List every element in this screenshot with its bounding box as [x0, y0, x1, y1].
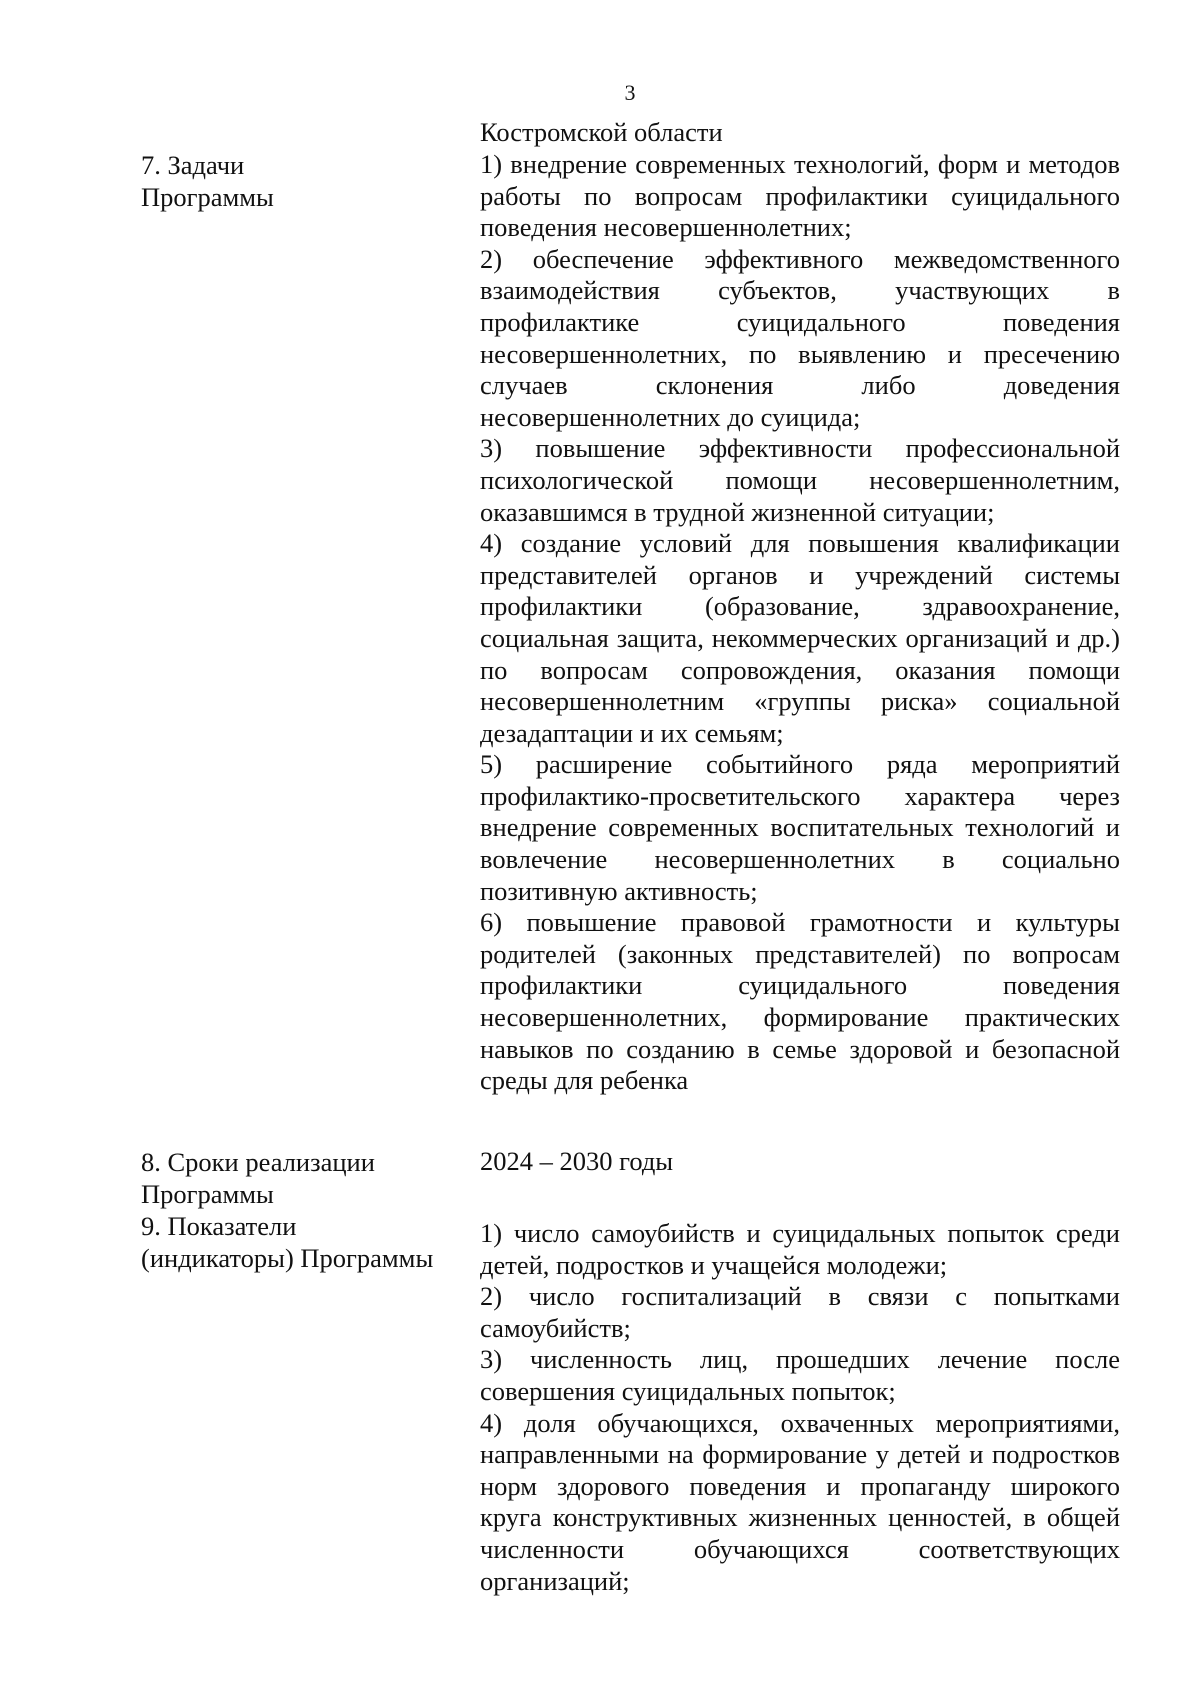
section-tasks-items — [480, 149, 1120, 1097]
indicator-item-2: 2) число госпитализаций в связи с попытками самоубийств; — [480, 1281, 1120, 1343]
indicator-item-3: 3) численность лиц, прошедших лечение после совершения суицидальных попыток; — [480, 1344, 1120, 1406]
continuation-line: Костромской области — [480, 117, 723, 147]
section-indicators-label-line-1: 9. Показатели — [141, 1211, 297, 1241]
task-item-1: 1) внедрение современных технологий, форм и методов работы по вопросам профилактики суицидального поведения несовершеннолетних; — [480, 149, 1120, 243]
indicator-item-4: 4) доля обучающихся, охваченных мероприятиями, направленными на формирование у детей и подростков норм здорового поведения и пропаганду широкого круга конструктивных жизненных ценностей, в общей численности обучающихся соответствующих организаций; — [480, 1407, 1120, 1596]
continuation-text — [480, 117, 1120, 149]
section-tasks-label-line-2: Программы — [141, 182, 274, 212]
task-item-5: 5) расширение событийного ряда мероприятий профилактико-просветительского характера через внедрение современных воспитательных технологий и вовлечение несовершеннолетних в социально позитивную активность; — [480, 749, 1120, 906]
section-tasks-label-line-1: 7. Задачи — [141, 150, 245, 180]
task-item-3: 3) повышение эффективности профессиональной психологической помощи несовершеннолетним, оказавшимся в трудной жизненной ситуации; — [480, 433, 1120, 527]
task-item-4: 4) создание условий для повышения квалификации представителей органов и учреждений системы профилактики (образование, здравоохранение, социальная защита, некоммерческих организаций и др.) по вопросам сопровождения, оказания помощи несовершеннолетним «группы риска» социальной дезадаптации и их семьям; — [480, 528, 1120, 748]
section-timeline-label-right: реализации — [245, 1147, 375, 1177]
section-timeline-label-line-2: Программы — [141, 1179, 274, 1209]
section-indicators-items — [480, 1218, 1120, 1597]
section-indicators-label-line-2: (индикаторы) Программы — [141, 1243, 434, 1273]
section-tasks-label — [141, 149, 461, 213]
page-number: 3 — [624, 80, 636, 105]
section-timeline-value — [480, 1146, 1120, 1178]
section-timeline-label — [141, 1146, 461, 1210]
task-item-2: 2) обеспечение эффективного межведомственного взаимодействия субъектов, участвующих в профилактике суицидального поведения несовершеннолетних, по выявлению и пресечению случаев склонения либо доведения несовершеннолетних до суицида; — [480, 243, 1120, 432]
timeline-value: 2024 – 2030 годы — [480, 1146, 674, 1176]
section-timeline-label-left: 8. Сроки — [141, 1147, 239, 1177]
task-item-6: 6) повышение правовой грамотности и культуры родителей (законных представителей) по вопросам профилактики суицидального поведения несовершеннолетних, формирование практических навыков по созданию в семье здоровой и безопасной среды для ребенка — [480, 907, 1120, 1096]
section-timeline-label-line-1 — [141, 1146, 457, 1178]
indicator-item-1: 1) число самоубийств и суицидальных попыток среди детей, подростков и учащейся молодежи; — [480, 1218, 1120, 1280]
section-indicators-label — [141, 1210, 461, 1274]
